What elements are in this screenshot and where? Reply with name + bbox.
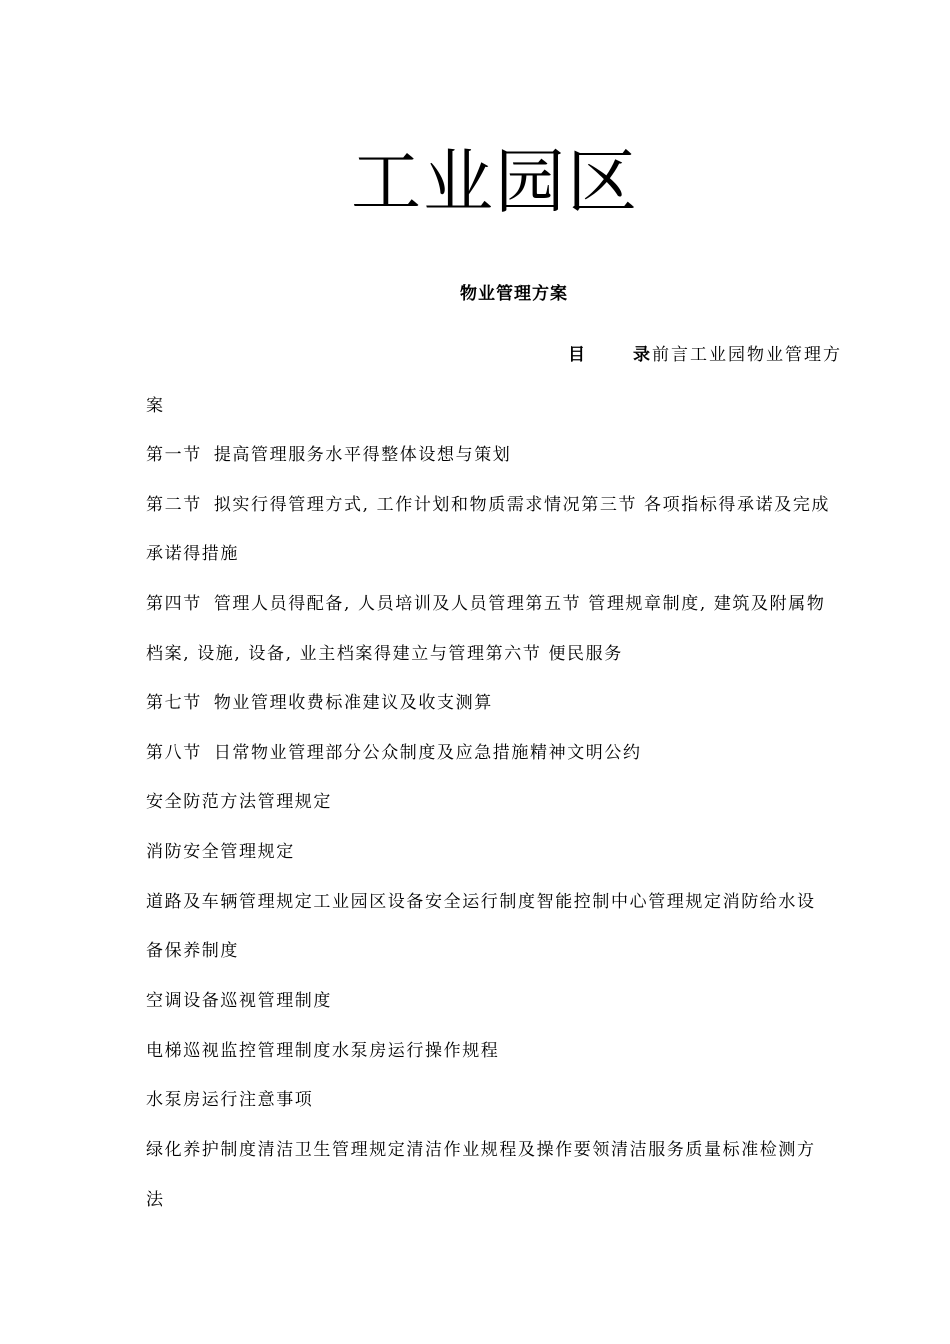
toc-line xyxy=(146,691,493,715)
toc-line-text: 法 xyxy=(146,1190,165,1210)
toc-line xyxy=(146,443,511,467)
toc-line-text: 道路及车辆管理规定工业园区设备安全运行制度智能控制中心管理规定消防给水设 xyxy=(146,892,816,912)
toc-line xyxy=(146,741,642,765)
toc-line xyxy=(146,1188,165,1212)
toc-line-text: 电梯巡视监控管理制度水泵房运行操作规程 xyxy=(146,1041,500,1061)
toc-line xyxy=(146,542,239,566)
toc-line xyxy=(146,592,825,616)
toc-line xyxy=(146,790,332,814)
toc-heading-line xyxy=(568,343,842,367)
toc-line-number: 第一节 xyxy=(146,445,202,465)
document-title: 工业园区 xyxy=(351,141,639,223)
toc-line xyxy=(146,493,830,517)
toc-line-text: 管理人员得配备, 人员培训及人员管理第五节 管理规章制度, 建筑及附属物 xyxy=(213,594,826,614)
toc-line-text: 空调设备巡视管理制度 xyxy=(146,991,332,1011)
toc-heading-mu: 目 xyxy=(568,345,587,365)
toc-line-text: 水泵房运行注意事项 xyxy=(146,1090,314,1110)
toc-line-number: 第八节 xyxy=(146,743,202,763)
toc-heading-lu: 录 xyxy=(633,345,652,365)
toc-line-text: 提高管理服务水平得整体设想与策划 xyxy=(213,445,512,465)
toc-line xyxy=(146,394,165,418)
toc-line xyxy=(146,890,816,914)
toc-line-text: 拟实行得管理方式, 工作计划和物质需求情况第三节 各项指标得承诺及完成 xyxy=(213,495,831,515)
toc-line-text: 物业管理收费标准建议及收支测算 xyxy=(213,693,493,713)
toc-line-text: 案 xyxy=(146,396,165,416)
toc-line xyxy=(146,1088,313,1112)
toc-line-text: 消防安全管理规定 xyxy=(146,842,295,862)
toc-line xyxy=(146,1138,816,1162)
toc-line xyxy=(146,939,239,963)
toc-line xyxy=(146,840,295,864)
toc-line-number: 第二节 xyxy=(146,495,202,515)
toc-line-number: 第七节 xyxy=(146,693,202,713)
toc-line-text: 日常物业管理部分公众制度及应急措施精神文明公约 xyxy=(213,743,642,763)
toc-line-text: 承诺得措施 xyxy=(146,544,239,564)
toc-line xyxy=(146,642,623,666)
toc-line-text: 安全防范方法管理规定 xyxy=(146,792,332,812)
toc-line-text: 档案, 设施, 设备, 业主档案得建立与管理第六节 便民服务 xyxy=(146,644,623,664)
toc-heading-rest: 前言工业园物业管理方 xyxy=(652,345,842,365)
toc-line-text: 备保养制度 xyxy=(146,941,239,961)
toc-line xyxy=(146,989,332,1013)
toc-line-number: 第四节 xyxy=(146,594,202,614)
document-subtitle: 物业管理方案 xyxy=(460,284,568,304)
toc-line xyxy=(146,1039,499,1063)
toc-line-text: 绿化养护制度清洁卫生管理规定清洁作业规程及操作要领清洁服务质量标准检测方 xyxy=(146,1140,816,1160)
